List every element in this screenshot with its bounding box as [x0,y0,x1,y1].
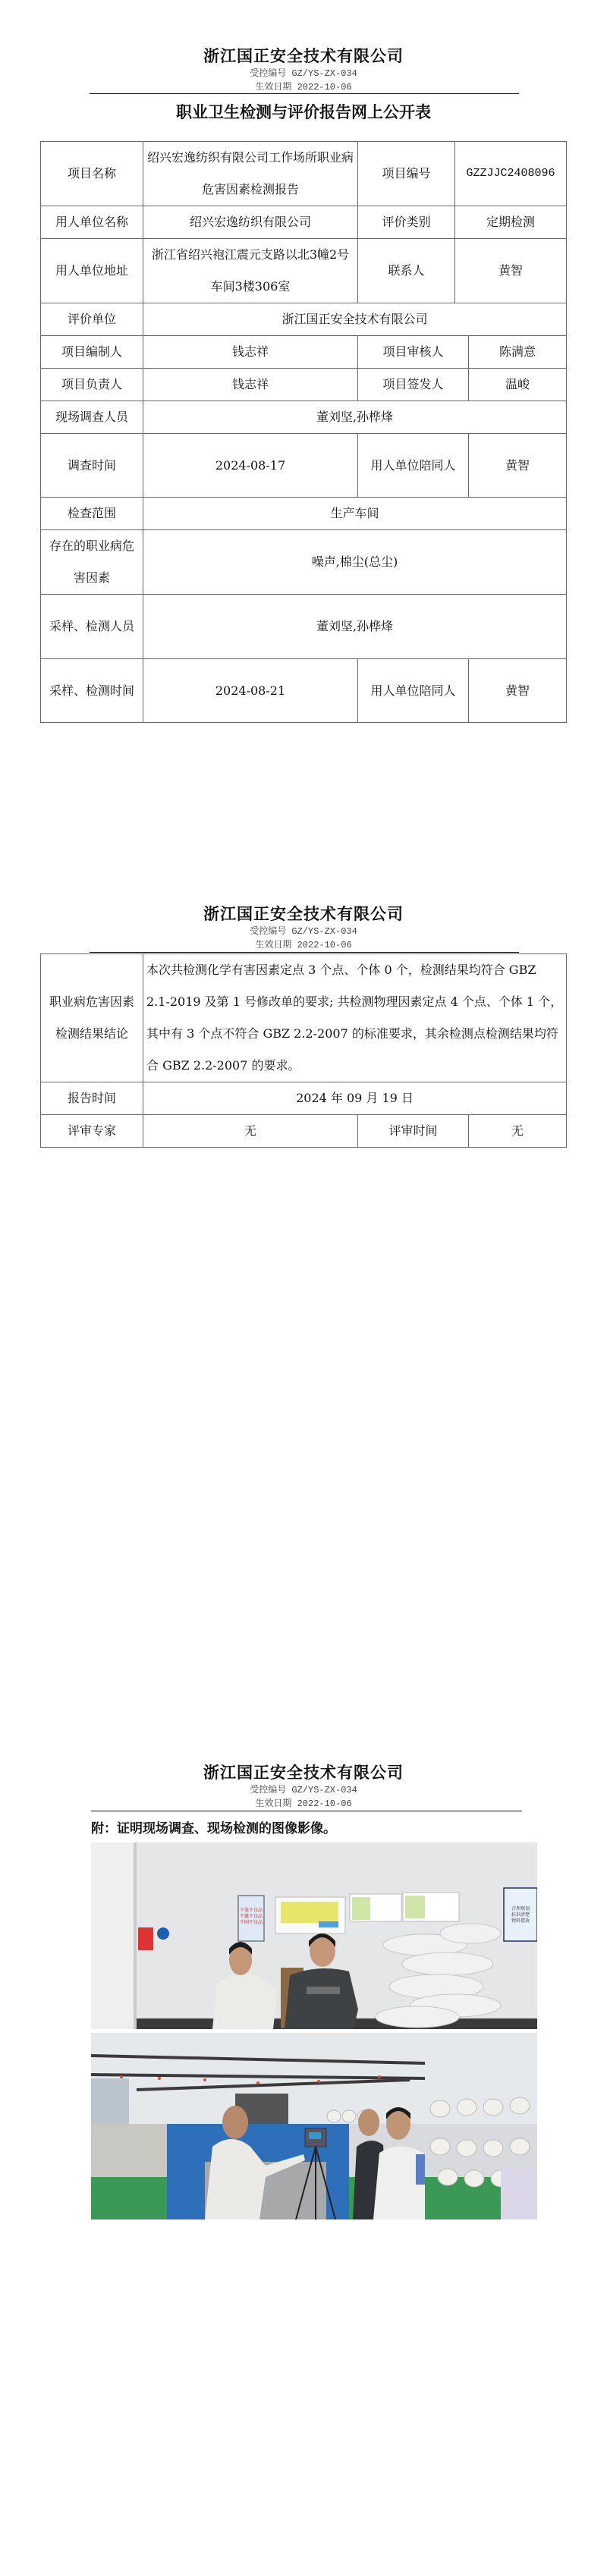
site-survey-photo [91,1842,537,2029]
value-hazards: 噪声,棉尘(总尘) [143,530,567,595]
disclosure-table [40,141,567,723]
control-number: 受控编号 GZ/YS-ZX-034 [250,1785,357,1795]
value-review-time: 无 [469,1115,567,1148]
value-project-name: 绍兴宏逸纺织有限公司工作场所职业病危害因素检测报告 [143,142,358,206]
label-compiler: 项目编制人 [41,336,143,369]
effective-date: 生效日期 2022-10-06 [255,1798,352,1809]
label-employer-name: 用人单位名称 [41,206,143,239]
label-contact: 联系人 [358,239,455,303]
poster-text: 不靠不良品 不露不良品 不困不良品 [240,1908,263,1925]
value-eval-type: 定期检测 [455,206,567,239]
label-survey-time: 调查时间 [41,434,143,498]
effective-date: 生效日期 2022-10-06 [255,940,352,950]
value-issuer: 温峻 [469,369,567,401]
poster2-text: 合理规划 标识清楚 物料摆放 [511,1906,530,1924]
value-escort-2: 黄智 [469,659,567,723]
value-contact: 黄智 [455,239,567,303]
effective-date: 生效日期 2022-10-06 [255,82,352,93]
label-review-time: 评审时间 [358,1115,469,1148]
label-project-no: 项目编号 [358,142,455,206]
value-employer-address: 浙江省绍兴袍江震元支路以北3幢2号车间3楼306室 [143,239,358,303]
label-employer-address: 用人单位地址 [41,239,143,303]
attachment-title: 附：证明现场调查、现场检测的图像影像。 [91,1821,336,1836]
value-project-no: GZZJJC2408096 [455,142,567,206]
value-eval-unit: 浙江国正安全技术有限公司 [143,303,567,336]
label-sample-time: 采样、检测时间 [41,659,143,723]
label-reviewer: 项目审核人 [358,336,469,369]
value-employer-name: 绍兴宏逸纺织有限公司 [143,206,358,239]
value-samplers: 董刘坚,孙桦烽 [143,595,567,659]
page3-header [0,1761,607,1811]
value-sample-time: 2024-08-21 [143,659,358,723]
label-expert: 评审专家 [41,1115,143,1148]
label-report-time: 报告时间 [41,1082,143,1115]
label-scope: 检查范围 [41,498,143,530]
label-escort-2: 用人单位陪同人 [358,659,469,723]
company-name: 浙江国正安全技术有限公司 [203,46,404,65]
value-compiler: 钱志祥 [143,336,358,369]
label-eval-type: 评价类别 [358,206,455,239]
company-name: 浙江国正安全技术有限公司 [203,1763,404,1782]
value-scope: 生产车间 [143,498,567,530]
value-expert: 无 [143,1115,358,1148]
page2-header [0,902,607,952]
label-issuer: 项目签发人 [358,369,469,401]
control-number: 受控编号 GZ/YS-ZX-034 [250,926,357,937]
label-project-name: 项目名称 [41,142,143,206]
value-leader: 钱志祥 [143,369,358,401]
label-escort-1: 用人单位陪同人 [358,434,469,498]
site-testing-photo [91,2033,537,2219]
label-leader: 项目负责人 [41,369,143,401]
conclusion-table [40,953,567,1148]
value-escort-1: 黄智 [469,434,567,498]
value-reviewer: 陈满意 [469,336,567,369]
value-report-time: 2024 年 09 月 19 日 [143,1082,567,1115]
label-samplers: 采样、检测人员 [41,595,143,659]
header-divider [90,952,519,953]
label-hazards: 存在的职业病危害因素 [41,530,143,595]
company-name: 浙江国正安全技术有限公司 [203,904,404,923]
label-conclusion: 职业病危害因素检测结果结论 [41,954,143,1082]
value-surveyors: 董刘坚,孙桦烽 [143,401,567,434]
page1-header [0,44,607,94]
control-number: 受控编号 GZ/YS-ZX-034 [250,68,357,79]
label-eval-unit: 评价单位 [41,303,143,336]
header-divider [90,93,519,94]
label-surveyors: 现场调查人员 [41,401,143,434]
value-conclusion: 本次共检测化学有害因素定点 3 个点、个体 0 个，检测结果均符合 GBZ 2.1-2019 及第 1 号修改单的要求; 共检测物理因素定点 4 个点、个体 1 个，其中有 3 个点不符合 GBZ 2.2-2007 的标准要求，其余检测点检测结果均符合 GBZ 2.2-2007 的要求。 [143,954,567,1082]
page-title: 职业卫生检测与评价报告网上公开表 [176,102,431,121]
value-survey-time: 2024-08-17 [143,434,358,498]
